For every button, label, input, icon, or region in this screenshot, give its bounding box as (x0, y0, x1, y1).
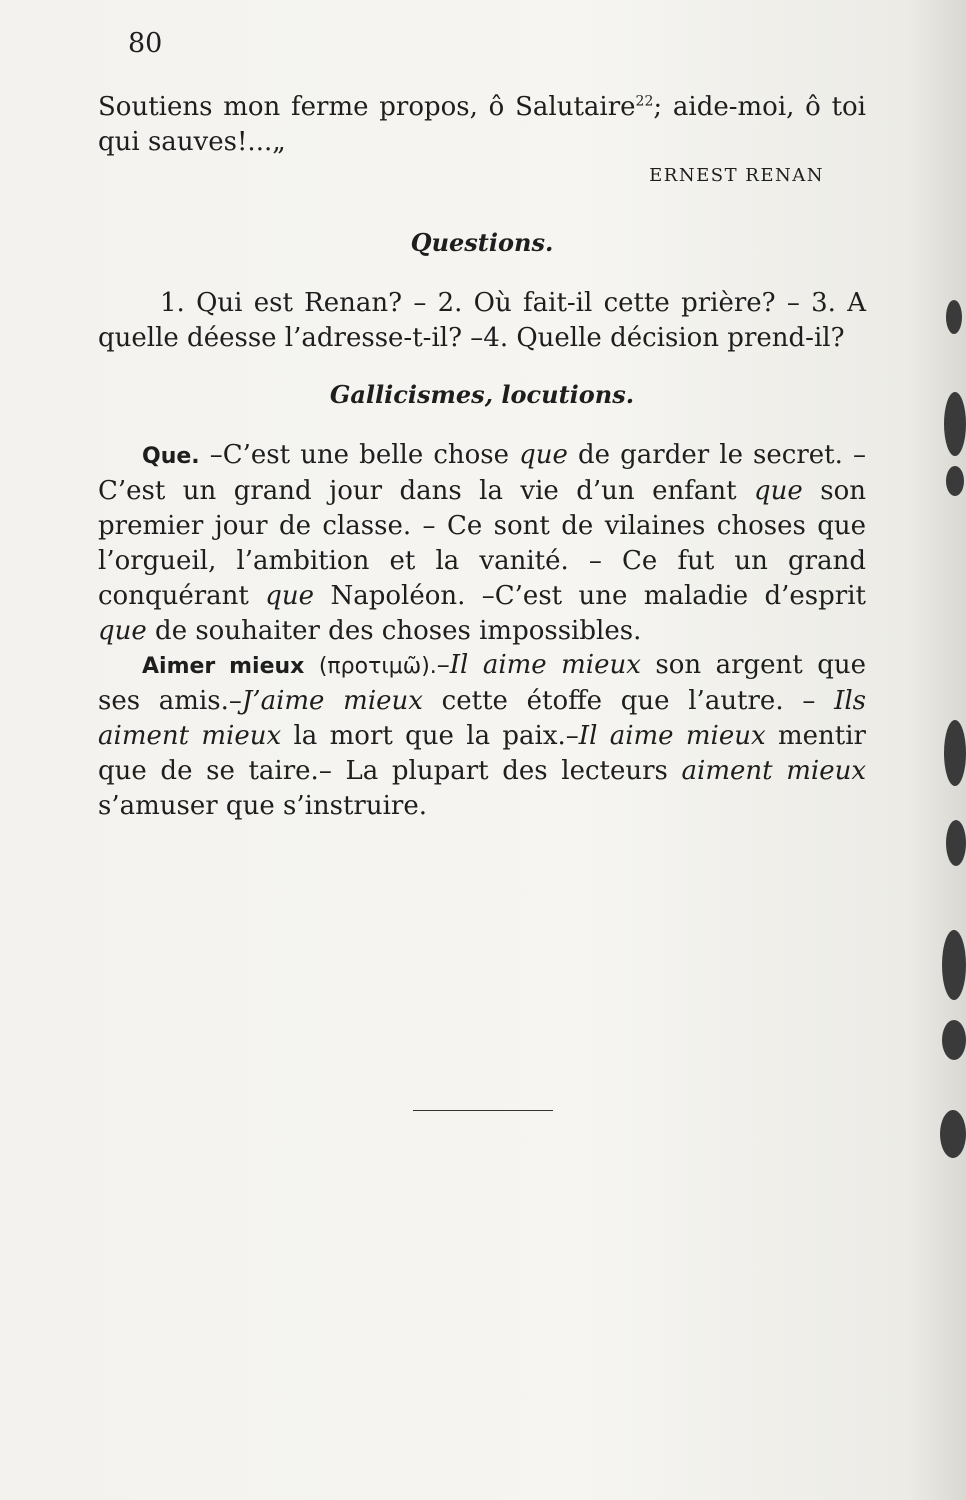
aimer-mieux-term: Aimer mieux (142, 654, 305, 679)
aimer-mieux-paragraph (98, 648, 866, 824)
que-text-5: de souhaiter des choses impossibles. (146, 616, 642, 646)
que-text-3: son premier jour de classe. – Ce sont de vilaines choses que l’orgueil, l’ambition et la vanité. – Ce fut un grand conquérant (98, 476, 866, 611)
aimer-italic-5: aiment mieux (681, 756, 866, 786)
ink-spot (942, 930, 966, 1000)
prayer-text-part2: ; aide-moi, ô toi qui sauves!...„ (98, 92, 866, 157)
greek-gloss: (προτιμῶ). (318, 654, 437, 679)
aimer-italic-2: J’aime mieux (241, 686, 423, 716)
questions-text: 1. Qui est Renan? – 2. Où fait-il cette prière? – 3. A quelle déesse l’adresse-t-il? –4. Quelle décision prend-il? (98, 288, 866, 353)
ink-spot (946, 300, 962, 334)
footnote-ref: 22 (635, 93, 654, 110)
aimer-text-1: – (436, 650, 450, 680)
que-text-1: –C’est une belle chose (199, 440, 520, 470)
que-text-2: de garder le secret. – C’est un grand jour dans la vie d’un enfant (98, 440, 866, 506)
ink-spot (946, 466, 964, 496)
questions-heading: Questions. (410, 228, 554, 257)
section-divider (413, 1110, 553, 1111)
aimer-text-2: son argent que ses amis.– (98, 650, 866, 716)
prayer-text (98, 90, 866, 160)
que-term: Que. (142, 444, 200, 469)
que-italic-1: que (519, 440, 568, 470)
page-number: 80 (128, 28, 163, 59)
ink-spot (942, 1020, 966, 1060)
prayer-text-part1: Soutiens mon ferme propos, ô Salutaire (98, 92, 636, 122)
que-italic-3: que (265, 581, 315, 611)
aimer-text-5: mentir que de se taire.– La plupart des lecteurs (98, 721, 866, 786)
author-signature: ERNEST RENAN (649, 165, 824, 186)
aimer-text-3: cette étoffe que l’autre. – (422, 686, 835, 716)
aimer-text-6: s’amuser que s’instruire. (98, 791, 427, 821)
ink-spot (946, 820, 966, 866)
que-italic-2: que (754, 476, 803, 506)
aimer-italic-4: Il aime mieux (578, 721, 766, 751)
que-paragraph (98, 438, 866, 649)
ink-spot (944, 720, 966, 786)
que-text-4: Napoléon. –C’est une maladie d’esprit (314, 581, 866, 611)
ink-spot (944, 392, 966, 456)
gallicisms-heading: Gallicismes, locutions. (329, 380, 635, 409)
ink-spot (940, 1110, 966, 1158)
aimer-italic-1: Il aime mieux (449, 650, 641, 680)
aimer-text-4: la mort que la paix.– (281, 721, 579, 751)
que-italic-4: que (98, 616, 147, 646)
aimer-italic-3: Ils aiment mieux (98, 686, 866, 751)
